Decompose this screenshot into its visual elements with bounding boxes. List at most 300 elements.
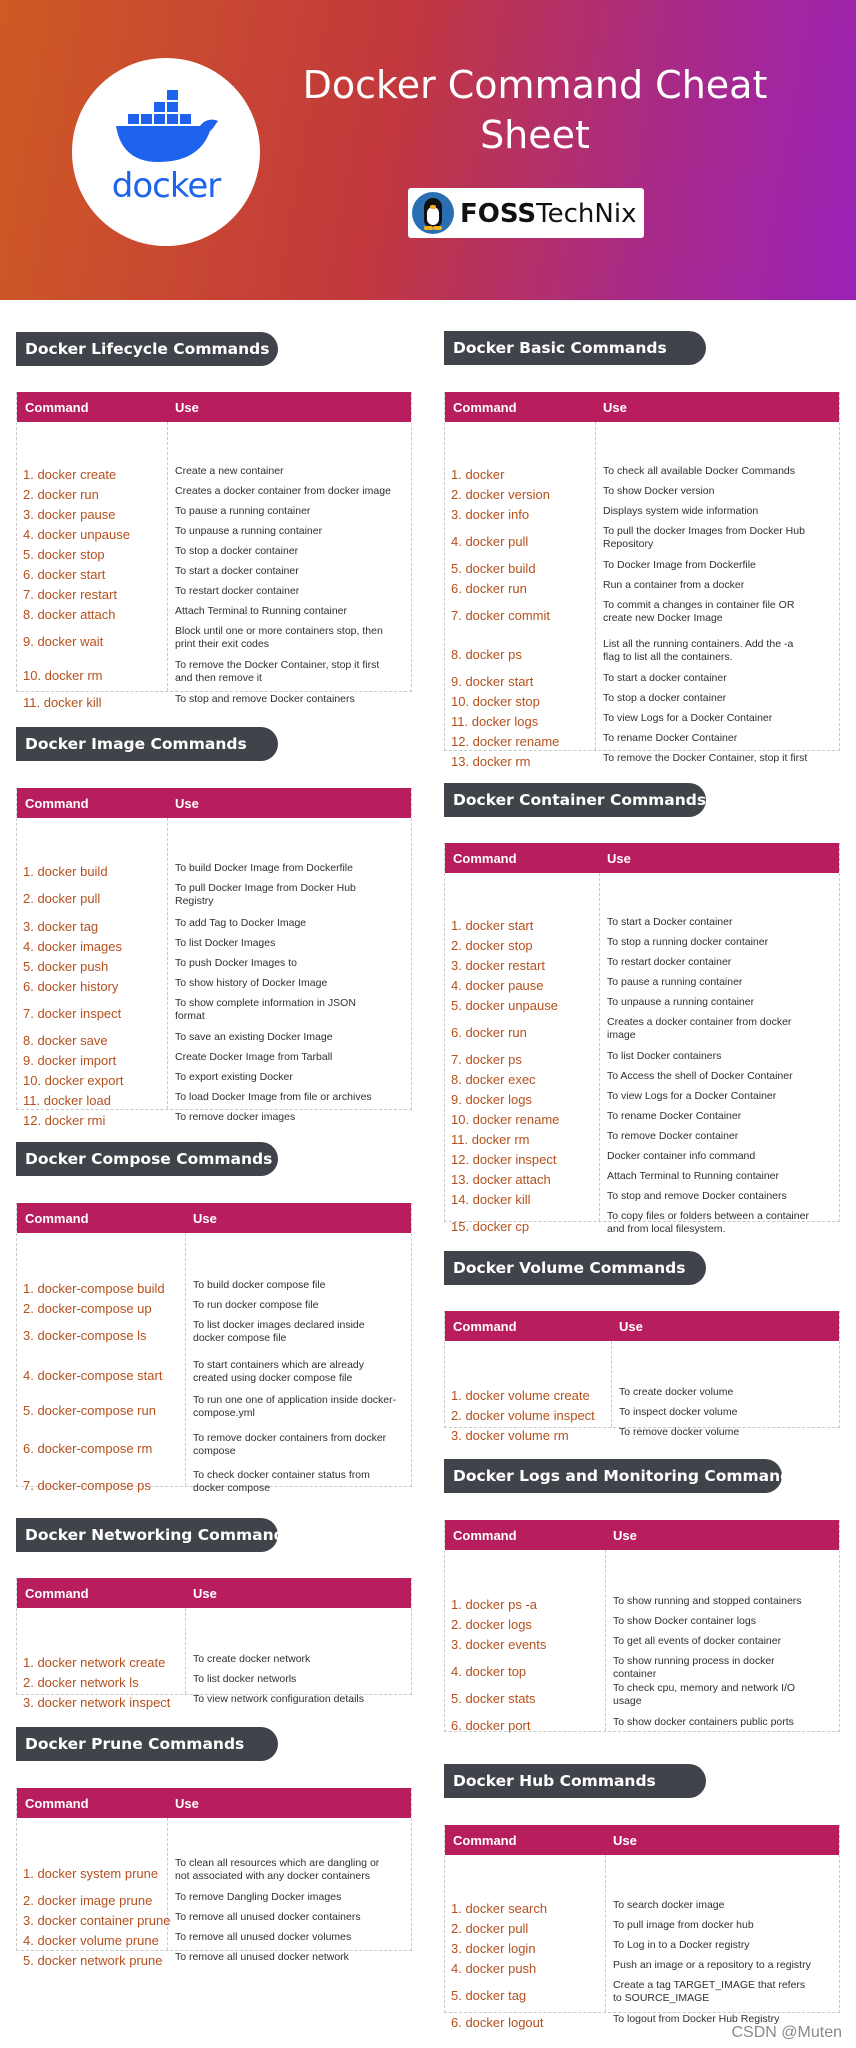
use-line: To show complete information in JSON [175,997,356,1009]
command-use [193,1359,407,1385]
use-line: created using docker compose file [193,1372,353,1384]
table-header [17,392,411,422]
command-name: 6. docker run [451,1025,527,1040]
title-line-1: Docker Command Cheat [302,63,768,107]
command-use [175,485,407,498]
command-name: 11. docker rm [451,1132,530,1147]
section-title: Docker Lifecycle Commands [16,332,278,366]
command-name: 13. docker attach [451,1172,551,1187]
command-use [607,1070,835,1083]
command-use [175,525,407,538]
command-use [175,659,407,685]
command-use [175,1071,407,1084]
command-name: 5. docker-compose run [23,1403,156,1418]
column-divider [185,1608,186,1694]
command-use [613,1939,835,1952]
header-banner [0,0,856,300]
use-line: Block until one or more containers stop, then [175,625,383,637]
command-name: 8. docker exec [451,1072,536,1087]
column-divider [167,422,168,691]
use-line: container [613,1668,657,1680]
use-line: To list docker networls [193,1672,297,1685]
command-use [613,1959,835,1972]
command-name: 2. docker logs [451,1617,532,1632]
command-table [16,788,412,1128]
table-header [445,1825,839,1855]
command-use [603,465,835,478]
use-line: To check docker container status from [193,1469,370,1481]
column-header-use: Use [607,851,631,866]
command-use [603,559,835,572]
command-name: 6. docker logout [451,2015,544,2030]
command-table [16,1788,412,1968]
command-name: 1. docker [451,467,505,482]
use-line: To create docker network [193,1652,311,1665]
use-line: To inspect docker volume [619,1405,738,1418]
command-name: 1. docker network create [23,1655,166,1670]
command-table [444,1520,840,1732]
use-line: To list Docker containers [607,1049,722,1062]
command-name: 5. docker build [451,561,536,576]
command-use [175,1911,407,1924]
watermark: CSDN @Muten [731,2024,842,2041]
column-divider [167,818,168,1109]
use-line: To get all events of docker container [613,1634,782,1647]
use-line: Creates a docker container from docker image [175,484,391,497]
command-name: 9. docker start [451,674,534,689]
use-line: To pull the docker Images from Docker Hub [603,525,805,537]
use-line: To stop and remove Docker containers [607,1189,787,1202]
command-use [175,1091,407,1104]
use-line: Push an image or a repository to a registry [613,1958,811,1971]
command-use [613,1655,835,1681]
command-name: 1. docker build [23,864,108,879]
command-use [607,956,835,969]
use-line: and from local filesystem. [607,1223,726,1235]
use-line: To start containers which are already [193,1359,364,1371]
command-use [607,1150,835,1163]
command-table [16,1203,412,1494]
use-line: Run a container from a docker [603,578,745,591]
docker-logo [72,58,260,246]
command-name: 2. docker image prune [23,1893,153,1908]
use-line: Creates a docker container from docker [607,1016,792,1028]
brand-text [460,199,636,229]
command-use [607,1090,835,1103]
use-line: To remove all unused docker volumes [175,1930,352,1943]
command-name: 12. docker rename [451,734,560,749]
command-name: 3. docker events [451,1637,547,1652]
column-header-command: Command [453,400,517,415]
use-line: To pull image from docker hub [613,1918,754,1931]
use-line: Displays system wide information [603,504,759,517]
column-header-use: Use [175,796,199,811]
command-name: 6. docker start [23,567,106,582]
use-line: To show Docker container logs [613,1614,756,1627]
use-line: To rename Docker Container [603,731,738,744]
command-name: 6. docker history [23,979,119,994]
command-use [603,732,835,745]
use-line: To remove all unused docker network [175,1950,349,1963]
command-name: 4. docker pull [451,534,529,549]
command-name: 8. docker ps [451,647,522,662]
command-use [607,1130,835,1143]
column-header-use: Use [175,1796,199,1811]
command-use [175,977,407,990]
command-use [175,565,407,578]
section-title: Docker Container Commands [444,783,706,817]
use-line: Repository [603,538,654,550]
command-use [613,1635,835,1648]
column-header-command: Command [25,1211,89,1226]
command-use [607,976,835,989]
command-name: 3. docker network inspect [23,1695,171,1710]
use-line: To view network configuration details [193,1692,365,1705]
use-line: To view Logs for a Docker Container [607,1089,777,1102]
use-line: To remove the Docker Container, stop it first [603,751,808,764]
command-use [613,1595,835,1608]
command-name: 2. docker volume inspect [451,1408,595,1423]
command-use [607,916,835,929]
use-line: To save an existing Docker Image [175,1030,333,1043]
command-use [613,1899,835,1912]
use-line: compose.yml [193,1407,255,1419]
use-line: To build docker compose file [193,1278,326,1291]
use-line: To load Docker Image from file or archives [175,1090,372,1103]
use-line: To remove Dangling Docker images [175,1890,342,1903]
column-header-use: Use [619,1319,643,1334]
use-line: To remove the Docker Container, stop it first [175,659,380,671]
command-use [613,1615,835,1628]
command-name: 4. docker pause [451,978,544,993]
command-use [175,882,407,908]
command-name: 7. docker ps [451,1052,522,1067]
command-use [607,1190,835,1203]
command-use [613,1979,835,2005]
command-name: 10. docker rename [451,1112,560,1127]
column-header-use: Use [603,400,627,415]
column-header-use: Use [613,1833,637,1848]
use-line: To show running process in docker [613,1655,775,1667]
command-name: 3. docker restart [451,958,545,973]
use-line: To pause a running container [175,504,311,517]
use-line: List all the running containers. Add the -a [603,638,794,650]
table-header [445,843,839,873]
use-line: docker compose [193,1482,271,1494]
use-line: To show running and stopped containers [613,1594,802,1607]
use-line: To list Docker Images [175,936,276,949]
command-name: 12. docker inspect [451,1152,557,1167]
use-line: To start a docker container [603,671,727,684]
use-line: Create Docker Image from Tarball [175,1050,333,1063]
use-line: format [175,1010,205,1022]
command-name: 10. docker stop [451,694,540,709]
command-name: 9. docker logs [451,1092,532,1107]
use-line: Create a new container [175,464,284,477]
use-line: image [607,1029,636,1041]
column-header-command: Command [25,1586,89,1601]
command-use [607,1016,835,1042]
use-line: To show Docker version [603,484,715,497]
command-name: 13. docker rm [451,754,531,769]
command-table [444,392,840,769]
command-use [193,1299,407,1312]
command-use [193,1319,407,1345]
use-line: To commit a changes in container file OR [603,599,795,611]
use-line: not associated with any docker containers [175,1870,370,1882]
command-name: 1. docker system prune [23,1866,159,1881]
column-header-command: Command [25,400,89,415]
column-header-use: Use [175,400,199,415]
command-use [175,1031,407,1044]
command-name: 2. docker network ls [23,1675,139,1690]
table-header [17,788,411,818]
command-name: 4. docker top [451,1664,527,1679]
use-line: usage [613,1695,642,1707]
column-divider [605,1550,606,1731]
command-name: 14. docker kill [451,1192,531,1207]
command-name: 11. docker logs [451,714,539,729]
section-title: Docker Logs and Monitoring Commands [444,1459,782,1493]
command-use [613,1919,835,1932]
command-name: 5. docker network prune [23,1953,163,1968]
command-use [607,1210,835,1236]
command-name: 6. docker run [451,581,527,596]
command-name: 1. docker-compose build [23,1281,165,1296]
use-line: To remove docker containers from docker [193,1432,387,1444]
use-line: To remove Docker container [607,1129,739,1142]
command-use [175,1051,407,1064]
command-name: 2. docker-compose up [23,1301,152,1316]
section-title: Docker Volume Commands [444,1251,706,1285]
command-name: 3. docker pause [23,507,116,522]
section-title: Docker Image Commands [16,727,278,761]
use-line: To search docker image [613,1898,725,1911]
use-line: To stop a running docker container [607,935,769,948]
use-line: To restart docker container [607,955,732,968]
use-line: To run docker compose file [193,1298,319,1311]
command-name: 3. docker volume rm [451,1428,569,1443]
command-name: 1. docker volume create [451,1388,590,1403]
use-line: docker compose file [193,1332,287,1344]
command-table [444,843,840,1235]
use-line: To restart docker container [175,584,300,597]
command-use [607,1110,835,1123]
command-use [175,1931,407,1944]
column-header-command: Command [453,1833,517,1848]
page-title [290,60,780,160]
command-name: 4. docker unpause [23,527,130,542]
command-use [619,1406,835,1419]
command-name: 2. docker version [451,487,550,502]
command-use [175,1111,407,1124]
fosstechnix-brand [408,188,644,238]
command-use [175,1891,407,1904]
command-name: 8. docker attach [23,607,116,622]
command-name: 12. docker rmi [23,1113,106,1128]
use-line: and then remove it [175,672,262,684]
command-use [193,1673,407,1686]
command-table [444,1825,840,2030]
command-use [175,465,407,478]
table-header [17,1788,411,1818]
use-line: To logout from Docker Hub Registry [613,2012,780,2025]
command-name: 3. docker info [451,507,530,522]
command-name: 7. docker-compose ps [23,1478,151,1493]
command-use [607,996,835,1009]
use-line: Registry [175,895,214,907]
use-line: To remove docker images [175,1110,296,1123]
use-line: To check cpu, memory and network I/O [613,1682,796,1694]
command-use [603,525,835,551]
column-header-use: Use [193,1211,217,1226]
command-use [175,693,407,706]
command-name: 1. docker search [451,1901,548,1916]
command-use [175,585,407,598]
command-use [193,1394,407,1420]
use-line: To rename Docker Container [607,1109,742,1122]
command-name: 2. docker pull [23,891,101,906]
command-use [175,937,407,950]
command-name: 2. docker pull [451,1921,529,1936]
use-line: To create docker volume [619,1385,734,1398]
section-title: Docker Prune Commands [16,1727,278,1761]
use-line: To unpause a running container [607,995,755,1008]
brand-rest: TechNix [536,199,637,229]
use-line: To pull Docker Image from Docker Hub [175,882,356,894]
column-divider [595,422,596,750]
command-name: 5. docker stop [23,547,105,562]
column-header-command: Command [453,1319,517,1334]
column-divider [185,1233,186,1486]
command-use [603,712,835,725]
command-name: 11. docker kill [23,695,102,710]
command-name: 5. docker unpause [451,998,558,1013]
use-line: to SOURCE_IMAGE [613,1992,710,2004]
command-use [193,1432,407,1458]
table-header [445,1520,839,1550]
command-name: 1. docker start [451,918,534,933]
command-use [175,917,407,930]
use-line: To view Logs for a Docker Container [603,711,773,724]
use-line: To stop a docker container [603,691,727,704]
docker-whale-icon [72,58,260,246]
table-header [445,392,839,422]
use-line: To list docker images declared inside [193,1319,365,1331]
column-header-command: Command [453,851,517,866]
use-line: To start a docker container [175,564,299,577]
use-line: Docker container info command [607,1149,756,1162]
use-line: To show history of Docker Image [175,976,328,989]
penguin-icon [412,192,454,234]
command-use [603,485,835,498]
command-table [16,392,412,710]
command-use [193,1693,407,1706]
use-line: To show docker containers public ports [613,1715,794,1728]
command-name: 1. docker create [23,467,117,482]
table-header [445,1311,839,1341]
command-name: 5. docker stats [451,1691,536,1706]
column-header-command: Command [25,1796,89,1811]
command-use [607,1050,835,1063]
column-header-command: Command [453,1528,517,1543]
use-line: Create a tag TARGET_IMAGE that refers [613,1979,806,1991]
command-use [175,1951,407,1964]
command-name: 3. docker-compose ls [23,1328,147,1343]
section-title: Docker Compose Commands [16,1142,278,1176]
command-use [603,505,835,518]
use-line: flag to list all the containers. [603,651,733,663]
command-use [603,752,835,765]
use-line: To copy files or folders between a container [607,1210,809,1222]
use-line: To start a Docker container [607,915,733,928]
command-use [175,957,407,970]
title-line-2: Sheet [480,113,590,157]
command-name: 6. docker port [451,1718,531,1733]
command-name: 7. docker restart [23,587,117,602]
use-line: compose [193,1445,236,1457]
command-use [603,599,835,625]
column-divider [599,873,600,1221]
docker-logo-text: docker [111,166,221,206]
command-use [193,1279,407,1292]
use-line: Attach Terminal to Running container [607,1169,779,1182]
command-name: 15. docker cp [451,1219,530,1234]
command-name: 11. docker load [23,1093,111,1108]
use-line: To add Tag to Docker Image [175,916,307,929]
command-name: 4. docker-compose start [23,1368,163,1383]
use-line: To Log in to a Docker registry [613,1938,750,1951]
command-name: 7. docker commit [451,608,550,623]
column-header-use: Use [193,1586,217,1601]
column-divider [611,1341,612,1427]
section-title: Docker Basic Commands [444,331,706,365]
command-use [175,545,407,558]
command-use [619,1386,835,1399]
use-line: To check all available Docker Commands [603,464,795,477]
command-name: 6. docker-compose rm [23,1441,153,1456]
use-line: To remove all unused docker containers [175,1910,361,1923]
use-line: To clean all resources which are dangling or [175,1857,380,1869]
use-line: print their exit codes [175,638,269,650]
command-table [444,1311,840,1443]
command-name: 5. docker tag [451,1988,527,2003]
command-table [16,1578,412,1710]
use-line: To stop a docker container [175,544,299,557]
command-use [175,1857,407,1883]
command-use [619,1426,835,1439]
command-name: 2. docker stop [451,938,533,953]
command-use [175,862,407,875]
command-use [175,605,407,618]
command-use [603,579,835,592]
column-divider [605,1855,606,2012]
brand-bold: FOSS [460,199,537,229]
use-line: To push Docker Images to [175,956,297,969]
command-name: 4. docker push [451,1961,537,1976]
use-line: To pause a running container [607,975,743,988]
command-name: 3. docker container prune [23,1913,171,1928]
command-name: 2. docker run [23,487,99,502]
column-divider [167,1818,168,1950]
section-title: Docker Networking Commands [16,1518,278,1552]
command-use [613,1682,835,1708]
column-header-command: Command [25,796,89,811]
command-use [613,1716,835,1729]
command-use [175,997,407,1023]
command-name: 9. docker wait [23,634,104,649]
command-name: 7. docker inspect [23,1006,122,1021]
